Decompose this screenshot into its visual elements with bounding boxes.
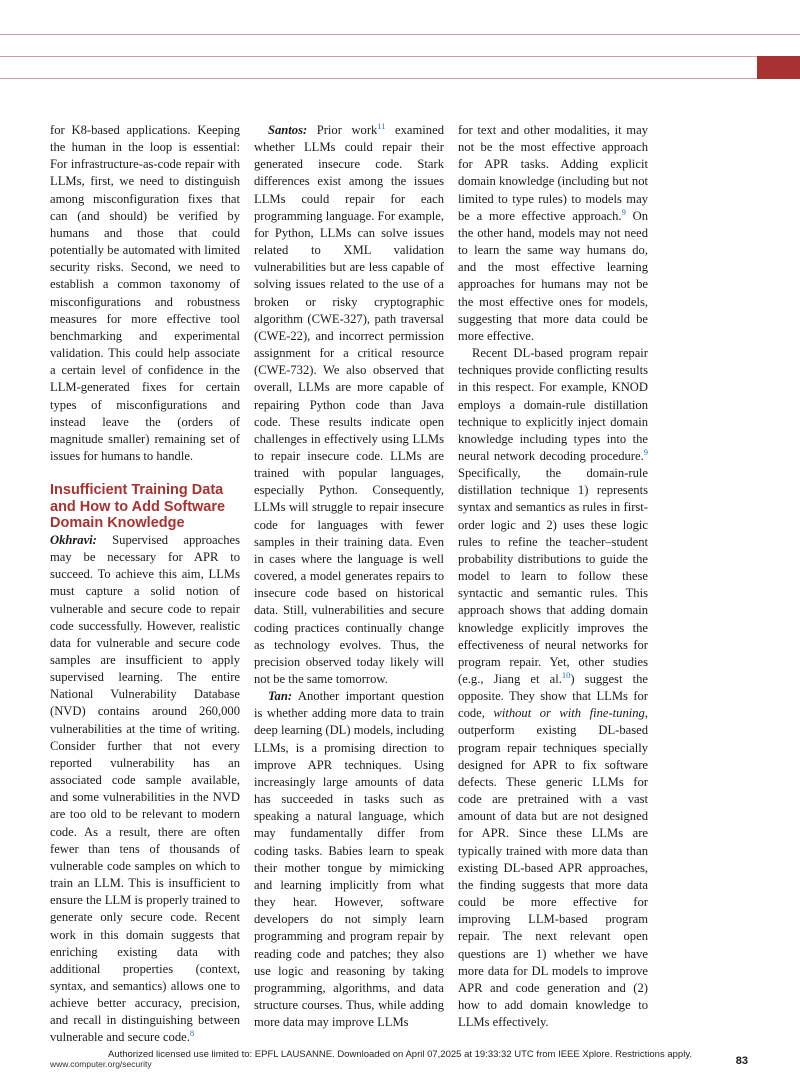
reference-link[interactable]: 11 xyxy=(377,120,386,131)
paragraph xyxy=(254,122,444,688)
paragraph-text: On the other hand, models may not need to learn the same way humans do, and the most effective learning approaches for humans may not be the most effective ones for models, suggesting that more data could be more effective. xyxy=(458,208,648,343)
paragraph xyxy=(458,122,648,345)
text-column-2 xyxy=(254,122,444,1031)
paragraph-text: examined whether LLMs could repair their generated insecure code. Stark differences exist among the issues LLMs could repair for each programming language. For example, for Python, LLMs can solve issues related to XML validation vulnerabilities but are less capable of solving issues related to the use of a broken or risky cryptographic algorithm (CWE-327), path traversal (CWE-22), and incorrect permission assignment for a critical resource (CWE-732). We also observed that overall, LLMs are more capable of repairing Python code than Java code. These results indicate open challenges in effectively using LLMs to repair insecure code. LLMs are trained with popular languages, especially Python. Consequently, LLMs will struggle to repair insecure code for languages with fewer samples in their training data. Even in cases where the language is well covered, a model generates repairs to insecure code based on historical data. Still, vulnerabilities and secure coding practices continually change as technology evolves. Thus, the precision observed today likely will not be the same tomorrow. xyxy=(254,123,444,686)
paragraph-text: , outperform existing DL-based program repair techniques specially designed for APR to fix software defects. These generic LLMs for code are pretrained with a vast amount of data but are not designed for APR. Since these LLMs are typically trained with more data than existing DL-based APR approaches, the finding suggests that more data could be more effective for improving LLM-based program repair. The next relevant open questions are 1) whether we have more data for DL models to improve APR and code generation and (2) how to add domain knowledge to LLMs effectively. xyxy=(458,706,648,1030)
paragraph-text: Recent DL-based program repair techniques provide conflicting results in this respect. For example, KNOD employs a domain-rule distillation technique to explicitly inject domain knowledge including types into the neural network decoding procedure. xyxy=(458,346,648,463)
paragraph xyxy=(254,688,444,1031)
paragraph-text: Specifically, the domain-rule distillation technique 1) represents syntax and semantics as rules in first-order logic and 2) uses these logic rules to refine the teacher–student probability distributions to guide the model to learn to follow these syntactic and semantic rules. This approach shows that adding domain knowledge explicitly improves the effectiveness of neural networks for program repair. Yet, other studies (e.g., Jiang et al. xyxy=(458,466,648,686)
paragraph-text: Another important question is whether adding more data to train deep learning (DL) models, including LLMs, is a promising direction to improve APR techniques. Using increasingly large amounts of data has succeeded in tasks such as speaking a natural language, which may fundamentally differ from coding tasks. Babies learn to speak their mother tongue by mimicking and learning implicitly from what they hear. However, software developers do not simply learn programming and program repair by reading code and patches; they also use logic and reasoning by taking programming, algorithms, and data structure courses. Thus, while adding more data may improve LLMs xyxy=(254,689,444,1030)
header-accent-tab xyxy=(757,56,800,79)
paragraph xyxy=(458,345,648,1031)
italic-phrase: without or with fine-tuning xyxy=(493,706,645,721)
speaker-name: Tan: xyxy=(268,689,293,704)
text-column-3 xyxy=(458,122,648,1031)
paragraph-text: for text and other modalities, it may not be the most effective approach for APR tasks. Adding explicit domain knowledge (including but not limited to type rules) to models may be a more effective approach. xyxy=(458,123,648,223)
reference-link[interactable]: 10 xyxy=(561,669,571,680)
paragraph-text: ) suggest the opposite. They show that LLMs for code, xyxy=(458,672,648,721)
journal-url[interactable]: www.computer.org/security xyxy=(50,1059,152,1069)
paragraph xyxy=(50,532,240,1047)
section-heading: Insufficient Training Data and How to Add Software Domain Knowledge xyxy=(50,482,226,532)
license-notice: Authorized licensed use limited to: EPFL LAUSANNE. Downloaded on April 07,2025 at 19:33:32 UTC from IEEE Xplore. Restrictions apply. xyxy=(107,1049,693,1060)
paragraph-text: Prior work xyxy=(307,123,378,137)
reference-link[interactable]: 9 xyxy=(621,206,626,217)
header-rule-top xyxy=(0,34,800,35)
speaker-name: Okhravi: xyxy=(50,532,97,547)
reference-link[interactable]: 9 xyxy=(643,446,648,457)
paragraph xyxy=(50,122,240,465)
speaker-name: Santos: xyxy=(268,123,308,137)
header-rule-bottom xyxy=(0,78,757,79)
paragraph-text: for K8-based applications. Keeping the human in the loop is essential: For infrastructure-as-code repair with LLMs, first, we need to distinguish among misconfiguration fixes that can (and should) be verified by humans and those that could potentially be automated with limited security risks. Second, we need to establish a common taxonomy of misconfigurations and robustness measures for more effective tool benchmarking and experimental validation. This could help associate a certain level of confidence in the LLM-generated fixes for certain types of misconfigurations and instead leave the (orders of magnitude smaller) remaining set of issues for humans to handle. xyxy=(50,123,240,463)
paragraph-text: Supervised approaches may be necessary for APR to succeed. To achieve this aim, LLMs must capture a solid notion of vulnerable and secure code to repair code successfully. However, realistic data for vulnerable and secure code samples are insufficient to apply supervised learning. The entire National Vulnerability Database (NVD) contains around 260,000 vulnerabilities at the time of writing. Consider further that not every reported vulnerability has an associated code sample available, and some vulnerabilities in the NVD are too old to be relevant to modern code. As a result, there are often fewer than tens of thousands of vulnerable code samples on which to train an LLM. This is insufficient to ensure the LLM is properly trained to generate only secure code. Recent work in this domain suggests that enriching existing data with additional properties (context, syntax, and semantics) allows one to achieve better accuracy, precision, and recall in distinguishing between vulnerable and secure code. xyxy=(50,532,240,1045)
page-number: 83 xyxy=(735,1055,748,1067)
text-column-1 xyxy=(50,122,240,1047)
header-rule-middle xyxy=(0,56,757,57)
reference-link[interactable]: 8 xyxy=(189,1028,195,1039)
